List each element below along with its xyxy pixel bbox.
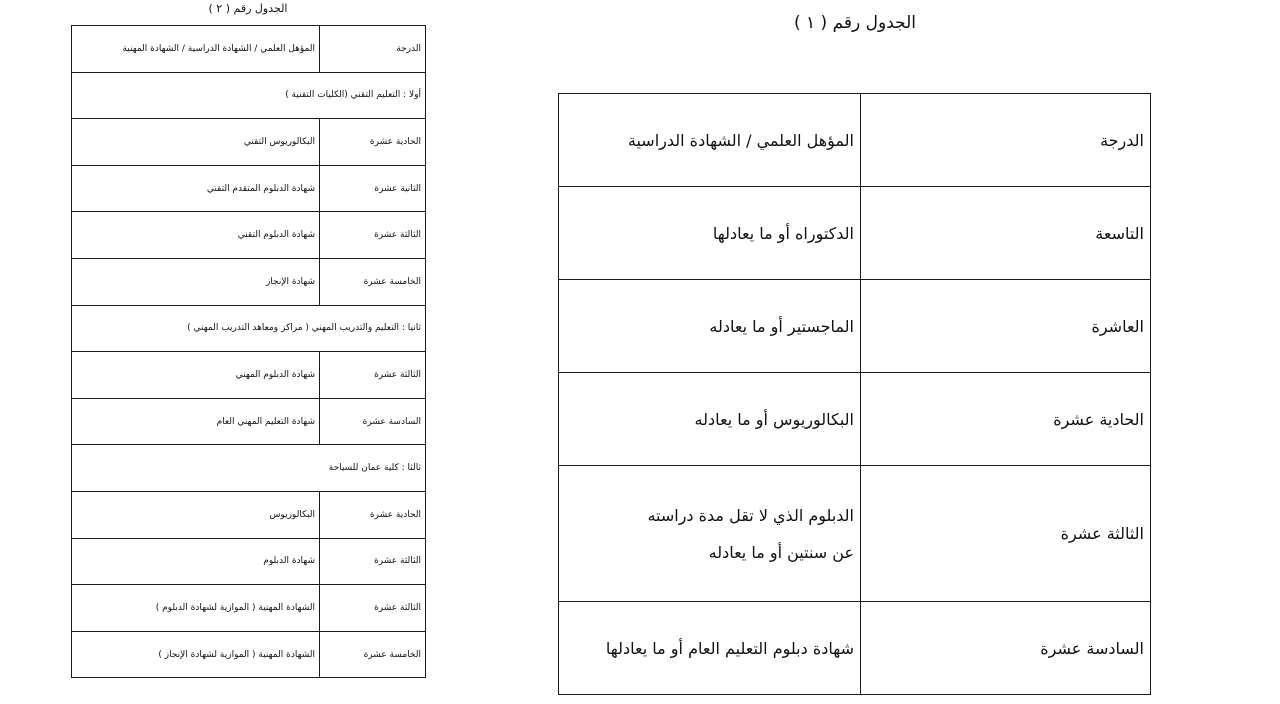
grade-cell: الثانية عشرة (320, 165, 426, 212)
qualification-cell: شهادة الدبلوم (72, 538, 320, 585)
qualification-cell: شهادة التعليم المهني العام (72, 398, 320, 445)
table-row (72, 398, 426, 445)
qualification-line: الدبلوم الذي لا تقل مدة دراسته (647, 505, 854, 525)
qualification-line: البكالوريوس أو ما يعادله (694, 409, 854, 429)
table2-section-row (72, 72, 426, 119)
grade-cell: الحادية عشرة (320, 491, 426, 538)
grade-cell: الخامسة عشرة (320, 258, 426, 305)
qualification-cell (559, 466, 861, 602)
table2-section-row (72, 305, 426, 352)
table2-section-title: ثانيا : التعليم والتدريب المهني ( مراكز ومعاهد التدريب المهني ) (72, 305, 426, 352)
grade-cell: السادسة عشرة (861, 602, 1151, 695)
grade-cell: التاسعة (861, 187, 1151, 280)
table-row (72, 165, 426, 212)
table-row (72, 119, 426, 166)
table2-section-title: ثالثا : كلية عمان للسياحة (72, 445, 426, 492)
grade-cell: الثالثة عشرة (320, 538, 426, 585)
qualification-cell (559, 280, 861, 373)
table-row (72, 258, 426, 305)
table-row (559, 187, 1151, 280)
qualification-cell (559, 187, 861, 280)
table2-header-qualification: المؤهل العلمي / الشهادة الدراسية / الشهادة المهنية (72, 26, 320, 73)
table1-header-grade: الدرجة (861, 94, 1151, 187)
grade-cell: الثالثة عشرة (320, 585, 426, 632)
table-row (559, 466, 1151, 602)
table-row (559, 602, 1151, 695)
qualification-cell: الشهادة المهنية ( الموازية لشهادة الإنجاز ) (72, 631, 320, 678)
qualification-cell: شهادة الإنجاز (72, 258, 320, 305)
qualification-line: الدكتوراه أو ما يعادلها (712, 223, 854, 243)
grade-cell: الثالثة عشرة (320, 212, 426, 259)
table2-header-row (72, 26, 426, 73)
grade-cell: الحادية عشرة (320, 119, 426, 166)
grade-cell: السادسة عشرة (320, 398, 426, 445)
qualification-cell: شهادة الدبلوم المهني (72, 352, 320, 399)
qualification-cell: البكالوريوس التقني (72, 119, 320, 166)
qualification-line: الماجستير أو ما يعادله (709, 316, 854, 336)
table1-title: الجدول رقم ( ١ ) (793, 13, 917, 33)
grade-cell: العاشرة (861, 280, 1151, 373)
table1-header-row (559, 94, 1151, 187)
grade-cell: الحادية عشرة (861, 373, 1151, 466)
qualification-cell: البكالوريوس (72, 491, 320, 538)
qualification-cell (559, 602, 861, 695)
grade-cell: الثالثة عشرة (861, 466, 1151, 602)
table2 (71, 25, 426, 678)
qualification-cell (559, 373, 861, 466)
table-row (559, 373, 1151, 466)
table-row (72, 585, 426, 632)
qualification-cell: الشهادة المهنية ( الموازية لشهادة الدبلوم ) (72, 585, 320, 632)
table2-section-title: أولا : التعليم التقني (الكليات التقنية ) (72, 72, 426, 119)
table-row (72, 491, 426, 538)
table2-header-grade: الدرجة (320, 26, 426, 73)
qualification-line: شهادة دبلوم التعليم العام أو ما يعادلها (605, 638, 854, 658)
table-row (72, 631, 426, 678)
table1-header-qualification: المؤهل العلمي / الشهادة الدراسية (559, 94, 861, 187)
table-row (559, 280, 1151, 373)
qualification-line: عن سنتين أو ما يعادله (708, 542, 854, 562)
table1 (558, 93, 1151, 695)
table2-section-row (72, 445, 426, 492)
table-row (72, 538, 426, 585)
qualification-cell: شهادة الدبلوم المتقدم التقني (72, 165, 320, 212)
table-row (72, 212, 426, 259)
qualification-cell: شهادة الدبلوم التقني (72, 212, 320, 259)
grade-cell: الخامسة عشرة (320, 631, 426, 678)
table2-title: الجدول رقم ( ٢ ) (208, 2, 288, 15)
grade-cell: الثالثة عشرة (320, 352, 426, 399)
table-row (72, 352, 426, 399)
